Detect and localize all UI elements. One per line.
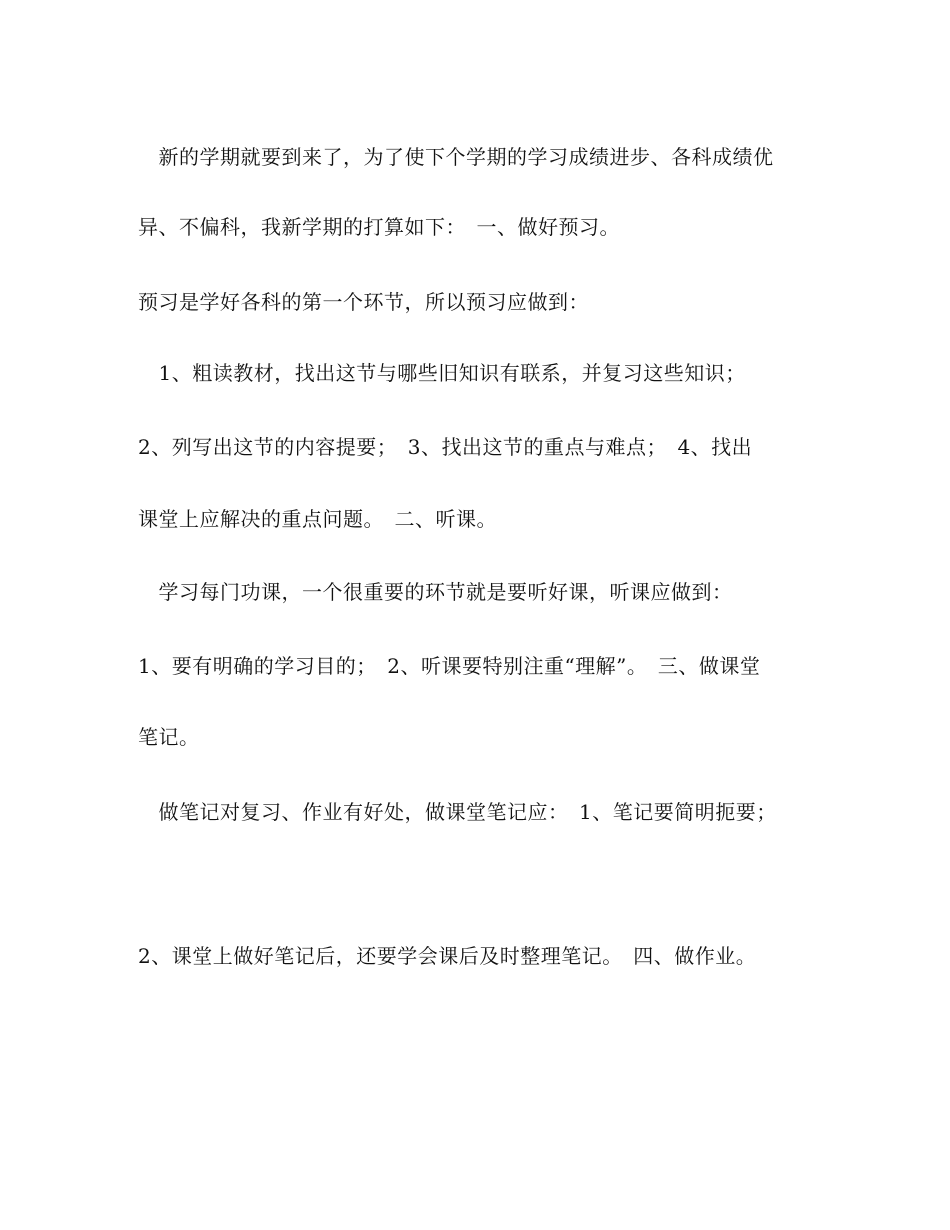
paragraph-line-1: 新的学期就要到来了，为了使下个学期的学习成绩进步、各科成绩优	[138, 145, 774, 169]
paragraph-line-5: 2、列写出这节的内容提要； 3、找出这节的重点与难点； 4、找出	[138, 435, 753, 459]
paragraph-line-6: 课堂上应解决的重点问题。 二、听课。	[138, 507, 497, 531]
paragraph-line-7: 学习每门功课，一个很重要的环节就是要听好课，听课应做到：	[138, 580, 733, 604]
paragraph-line-3: 预习是学好各科的第一个环节，所以预习应做到：	[138, 290, 589, 314]
paragraph-line-8: 1、要有明确的学习目的； 2、听课要特别注重“理解”。 三、做课堂	[138, 654, 761, 678]
paragraph-line-4: 1、粗读教材，找出这节与哪些旧知识有联系，并复习这些知识；	[138, 361, 746, 385]
paragraph-line-9: 笔记。	[138, 725, 200, 749]
paragraph-line-10: 做笔记对复习、作业有好处，做课堂笔记应： 1、笔记要简明扼要；	[138, 800, 777, 824]
paragraph-line-2: 异、不偏科，我新学期的打算如下： 一、做好预习。	[138, 215, 620, 239]
paragraph-line-11: 2、课堂上做好笔记后，还要学会课后及时整理笔记。 四、做作业。	[138, 944, 757, 968]
